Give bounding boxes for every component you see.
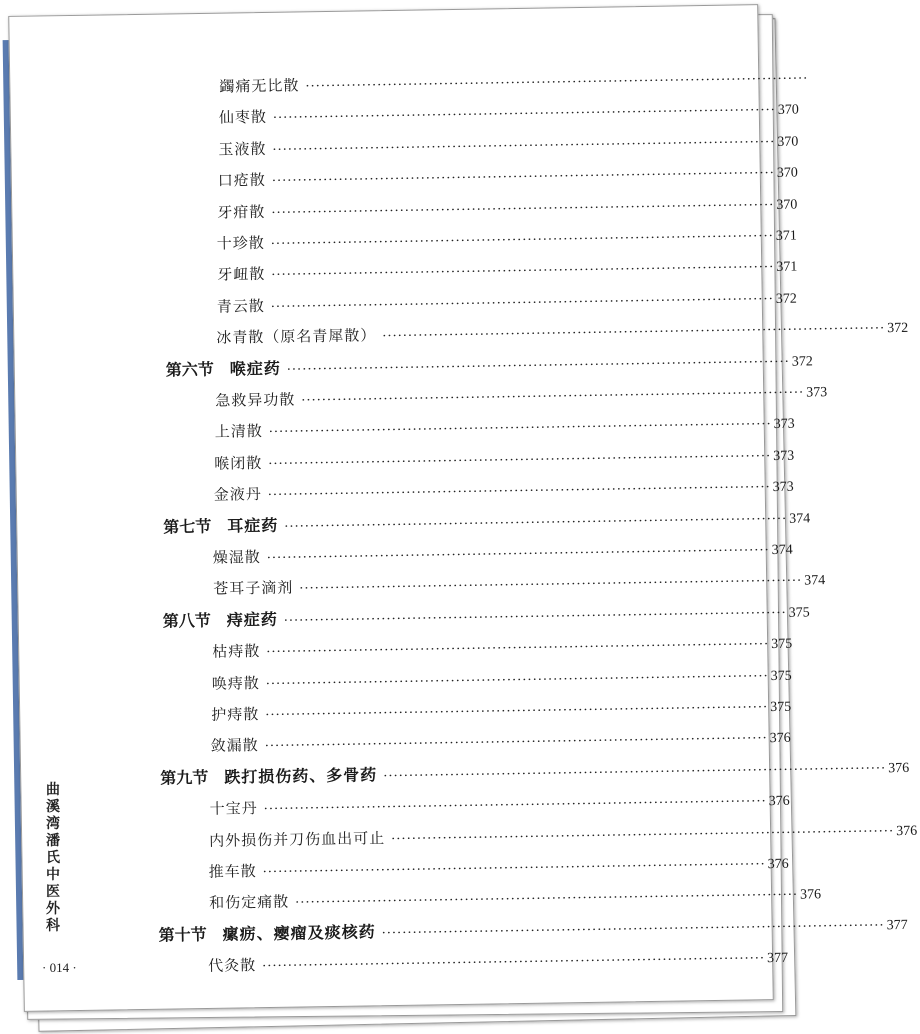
dot-leader: ·································································································· <box>265 700 769 723</box>
dot-leader: ·································································································· <box>263 794 767 818</box>
dot-leader: ·································································································· <box>262 857 766 881</box>
entry-page-number: 377 <box>886 917 908 934</box>
section-number: 第六节 <box>165 359 214 380</box>
entry-title: 口疮散 <box>217 170 267 190</box>
entry-title: 牙衄散 <box>217 264 266 284</box>
entry-title: 燥湿散 <box>212 548 261 567</box>
section-number: 第七节 <box>163 516 212 537</box>
section-number: 第九节 <box>160 767 209 788</box>
entry-page-number: 375 <box>788 605 810 621</box>
entry-page-number: 374 <box>789 511 811 527</box>
entry-title: 十宝丹 <box>209 799 258 818</box>
dot-leader: ·································································································· <box>271 197 775 221</box>
toc-entry <box>209 883 822 914</box>
toc-entry <box>218 130 799 161</box>
dot-leader: ·································································································· <box>382 321 886 345</box>
entry-title: 牙疳散 <box>217 202 266 222</box>
entry-title: 和伤定痛散 <box>209 892 290 912</box>
toc-entry <box>214 412 795 443</box>
section-number: 第八节 <box>162 610 211 631</box>
entry-page-number: 376 <box>769 730 791 747</box>
entry-page-number: 373 <box>773 448 795 464</box>
dot-leader: ·································································································· <box>301 385 805 409</box>
dot-leader: ·································································································· <box>299 573 803 597</box>
toc-entry <box>216 224 797 255</box>
entry-page-number: 370 <box>777 134 799 150</box>
entry-page-number: 373 <box>773 416 795 432</box>
entry-page-number: 375 <box>771 636 793 653</box>
entry-title: 上清散 <box>214 421 263 441</box>
entry-page-number: 376 <box>800 887 822 903</box>
toc-section-heading <box>163 507 811 539</box>
entry-title: 推车散 <box>208 862 257 881</box>
entry-page-number: 376 <box>767 856 789 873</box>
entry-page-number: 370 <box>776 165 798 181</box>
dot-leader: ·································································································· <box>270 228 774 252</box>
entry-page-number: 373 <box>806 385 828 401</box>
toc-entry <box>217 255 798 286</box>
toc-entry <box>215 381 828 412</box>
dot-leader: ·································································································· <box>286 354 790 378</box>
toc-entry <box>209 821 918 852</box>
book-title-vertical: 曲溪湾潘氏中医外科 <box>46 782 60 934</box>
toc-section-heading <box>160 758 910 790</box>
dot-leader: ·································································································· <box>268 449 772 472</box>
toc-entry <box>213 569 826 600</box>
entry-title: 瘰疬、瘿瘤及痰核药 <box>222 922 376 944</box>
entry-page-number: 372 <box>775 291 797 307</box>
entry-title: 金液丹 <box>213 485 262 504</box>
dot-leader: ·································································································· <box>271 259 775 283</box>
toc-entry <box>216 318 909 349</box>
toc-entry <box>217 161 798 192</box>
page-number-folio: · 014 · <box>42 960 77 975</box>
toc-entry <box>208 852 789 883</box>
dot-leader: ·································································································· <box>381 918 885 942</box>
toc-section-heading <box>165 350 813 382</box>
entry-title: 内外损伤并刀伤血出可止 <box>209 829 386 850</box>
toc-entry <box>212 538 793 569</box>
toc-entry <box>218 98 799 129</box>
toc-entry <box>208 946 789 977</box>
entry-title: 青云散 <box>216 296 265 316</box>
toc-entry <box>214 444 795 475</box>
dot-leader: ·································································································· <box>264 731 768 754</box>
dot-leader: ·································································································· <box>295 887 799 911</box>
entry-title: 蠲痛无比散 <box>219 76 300 96</box>
toc-section-heading <box>158 915 908 947</box>
entry-title: 护痔散 <box>211 705 260 724</box>
entry-title: 唤痔散 <box>211 674 260 693</box>
entry-title: 跌打损伤药、多骨药 <box>224 765 378 787</box>
entry-title: 苍耳子滴剂 <box>213 578 294 598</box>
entry-title: 冰青散（原名青犀散） <box>216 326 377 347</box>
entry-page-number: 375 <box>770 668 792 685</box>
dot-leader: ·································································································· <box>283 605 787 629</box>
toc-entry <box>212 632 793 663</box>
dot-leader: ·································································································· <box>272 134 776 158</box>
dot-leader: ·································································································· <box>265 669 769 692</box>
entry-page-number: 376 <box>896 823 918 840</box>
entry-title: 玉液散 <box>218 139 267 159</box>
toc-entry <box>219 67 809 98</box>
entry-page-number: 374 <box>804 573 826 589</box>
entry-page-number: 376 <box>888 760 910 777</box>
toc-entry <box>216 287 797 318</box>
entry-page-number: 372 <box>887 320 909 337</box>
entry-page-number: 374 <box>771 542 793 559</box>
toc-entry <box>211 664 792 695</box>
entry-title: 喉闭散 <box>214 454 263 473</box>
dot-leader: ·································································································· <box>267 480 771 503</box>
entry-title: 十珍散 <box>216 233 265 253</box>
toc-entry <box>210 726 791 757</box>
dot-leader: ·································································································· <box>391 824 895 848</box>
dot-leader: ·································································································· <box>305 71 809 95</box>
entry-title: 急救异功散 <box>215 390 296 410</box>
dot-leader: ·································································································· <box>266 637 770 660</box>
dot-leader: ·································································································· <box>272 102 776 126</box>
entry-title: 代灸散 <box>208 956 257 975</box>
entry-page-number: 376 <box>768 793 790 810</box>
entry-page-number: 371 <box>776 259 798 275</box>
entry-page-number: 377 <box>767 950 789 967</box>
toc-entry <box>209 789 790 820</box>
toc-section-heading <box>162 601 810 633</box>
section-number: 第十节 <box>158 924 207 945</box>
dot-leader: ·································································································· <box>262 951 766 975</box>
toc-entry <box>213 475 794 506</box>
entry-page-number: 375 <box>770 699 792 716</box>
entry-page-number: 371 <box>775 228 797 244</box>
entry-title: 仙枣散 <box>218 107 268 127</box>
entry-title: 枯痔散 <box>212 642 261 661</box>
entry-title: 耳症药 <box>227 515 279 536</box>
dot-leader: ·································································································· <box>270 291 774 315</box>
entry-page-number: 370 <box>777 102 799 118</box>
toc-page <box>8 4 918 1010</box>
toc-entry <box>211 695 792 726</box>
dot-leader: ·································································································· <box>271 165 775 189</box>
dot-leader: ·································································································· <box>284 511 788 535</box>
dot-leader: ·································································································· <box>383 761 887 785</box>
toc-entry <box>217 193 798 224</box>
dot-leader: ·································································································· <box>268 416 772 440</box>
entry-page-number: 373 <box>772 479 794 495</box>
entry-page-number: 372 <box>791 354 813 370</box>
entry-title: 痔症药 <box>226 609 278 630</box>
entry-page-number: 370 <box>776 197 798 213</box>
dot-leader: ·································································································· <box>266 543 770 566</box>
entry-title: 喉症药 <box>229 358 281 379</box>
entry-title: 敛漏散 <box>210 736 259 755</box>
